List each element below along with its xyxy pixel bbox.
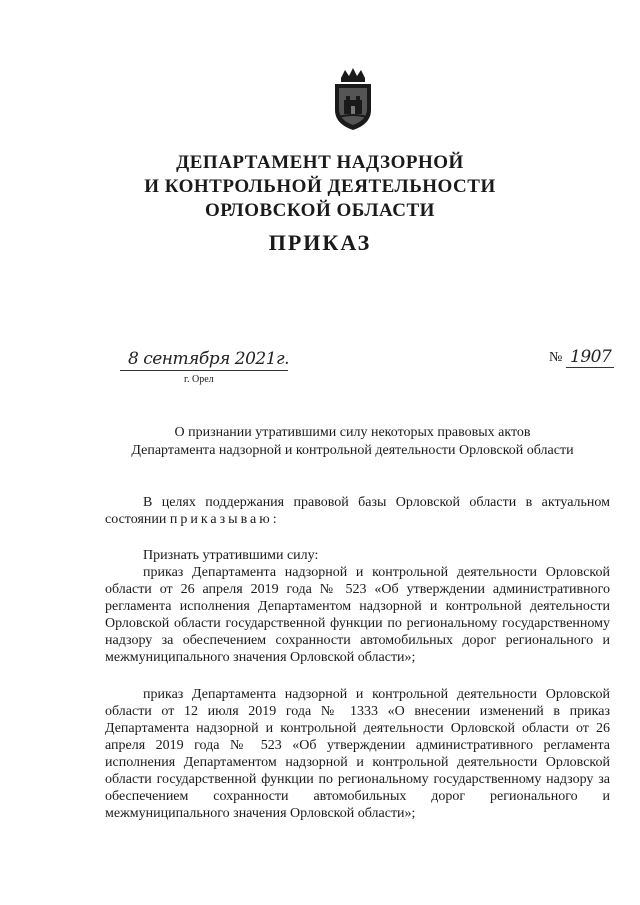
document-type-title: ПРИКАЗ xyxy=(268,230,372,255)
order-word: приказываю xyxy=(169,512,273,527)
recognize-paragraph xyxy=(105,547,610,564)
date-underline xyxy=(120,370,288,371)
subject-line-1: О признании утратившими силу некоторых правовых актов xyxy=(174,425,531,440)
repealed-item-2 xyxy=(105,686,610,822)
number-underline xyxy=(566,367,614,368)
repealed-item-2-text: приказ Департамента надзорной и контрольной деятельности Орловской области от 12 июля 2019 года № 1333 «О внесении изменений в приказ Департамента надзорной и контрольной деятельности Орловской области от 26 апреля 2019 года № 523 «Об утверждении административного регламента исполнения Департаментом надзорной и контрольной деятельности Орловской области государственной функции по региональному государственному надзору за обеспечением сохранности автомобильных дорог регионального и межмуниципального значения Орловской области»; xyxy=(105,687,610,821)
handwritten-date: 8 сентября 2021г. xyxy=(128,349,290,369)
coat-of-arms-icon xyxy=(327,66,379,132)
org-name-line-3: ОРЛОВСКОЙ ОБЛАСТИ xyxy=(205,200,435,221)
document-subject xyxy=(80,424,625,460)
subject-line-2: Департамента надзорной и контрольной деятельности Орловской области xyxy=(131,443,574,458)
org-name-line-2: И КОНТРОЛЬНОЙ ДЕЯТЕЛЬНОСТИ xyxy=(144,176,496,197)
recognize-text: Признать утратившими силу: xyxy=(143,548,319,563)
city-label: г. Орел xyxy=(184,374,214,385)
org-name-line-1: ДЕПАРТАМЕНТ НАДЗОРНОЙ xyxy=(176,152,464,173)
repealed-item-1 xyxy=(105,564,610,666)
preamble-paragraph xyxy=(105,494,610,528)
repealed-item-1-text: приказ Департамента надзорной и контрольной деятельности Орловской области от 26 апреля 2019 года № 523 «Об утверждении административного регламента исполнения Департаментом надзорной и контрольной деятельности Орловской области государственной функции по региональному государственному надзору за обеспечением сохранности автомобильных дорог регионального и межмуниципального значения Орловской области»; xyxy=(105,565,610,665)
preamble-text: В целях поддержания правовой базы Орловской области в актуальном состоянии xyxy=(105,495,610,527)
number-label: № xyxy=(549,350,563,365)
handwritten-number: 1907 xyxy=(570,347,612,367)
preamble-end: : xyxy=(272,512,277,527)
